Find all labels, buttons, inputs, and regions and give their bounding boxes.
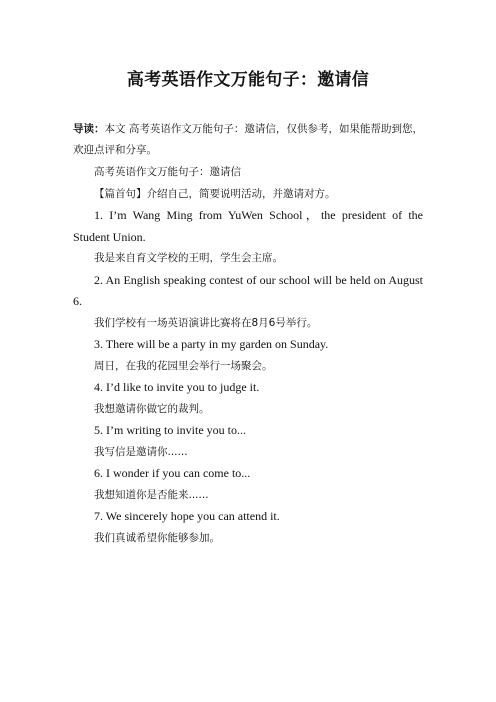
paragraph-sentence-4-en: 4. I’d like to invite you to judge it. bbox=[94, 380, 260, 394]
paragraph-sentence-1-zh: 我是来自育文学校的王明，学生会主席。 bbox=[94, 252, 283, 264]
document-title: 高考英语作文万能句子：邀请信 bbox=[126, 70, 370, 90]
intro-text: 本文 高考英语作文万能句子：邀请信，仅供参考，如果能帮助到您，欢迎点评和分享。 bbox=[73, 123, 423, 156]
paragraph-sentence-5-zh: 我写信是邀请你...... bbox=[94, 445, 188, 458]
paragraph-sentence-2-en: 2. An English speaking contest of our school will be held on August 6. bbox=[73, 272, 423, 308]
paragraph-sentence-3-en: 3. There will be a party in my garden on Sunday. bbox=[94, 337, 329, 351]
paragraph-sentence-7-zh: 我们真诚希望你能够参加。 bbox=[94, 531, 220, 544]
intro-label: 导读： bbox=[73, 123, 105, 135]
intro-paragraph bbox=[73, 119, 423, 161]
paragraph-sentence-6-zh: 我想知道你是否能来...... bbox=[94, 488, 209, 501]
paragraph-sentence-6-en: 6. I wonder if you can come to... bbox=[94, 466, 251, 480]
paragraph-sentence-2-zh: 我们学校有一场英语演讲比赛将在8月6号举行。 bbox=[94, 316, 318, 329]
paragraph-section-heading: 【篇首句】介绍自己，简要说明活动，并邀请对方。 bbox=[94, 187, 336, 200]
paragraph-sentence-3-zh: 周日，在我的花园里会举行一场聚会。 bbox=[94, 359, 273, 372]
paragraph-sentence-1-en: 1. I’m Wang Ming from YuWen School，the president of the Student Union. bbox=[73, 208, 423, 244]
paragraph-sentence-7-en: 7. We sincerely hope you can attend it. bbox=[94, 509, 280, 523]
paragraph-sentence-5-en: 5. I’m writing to invite you to... bbox=[94, 423, 246, 437]
paragraph-sentence-4-zh: 我想邀请你做它的裁判。 bbox=[94, 402, 210, 415]
paragraph-subtitle: 高考英语作文万能句子：邀请信 bbox=[94, 166, 241, 178]
